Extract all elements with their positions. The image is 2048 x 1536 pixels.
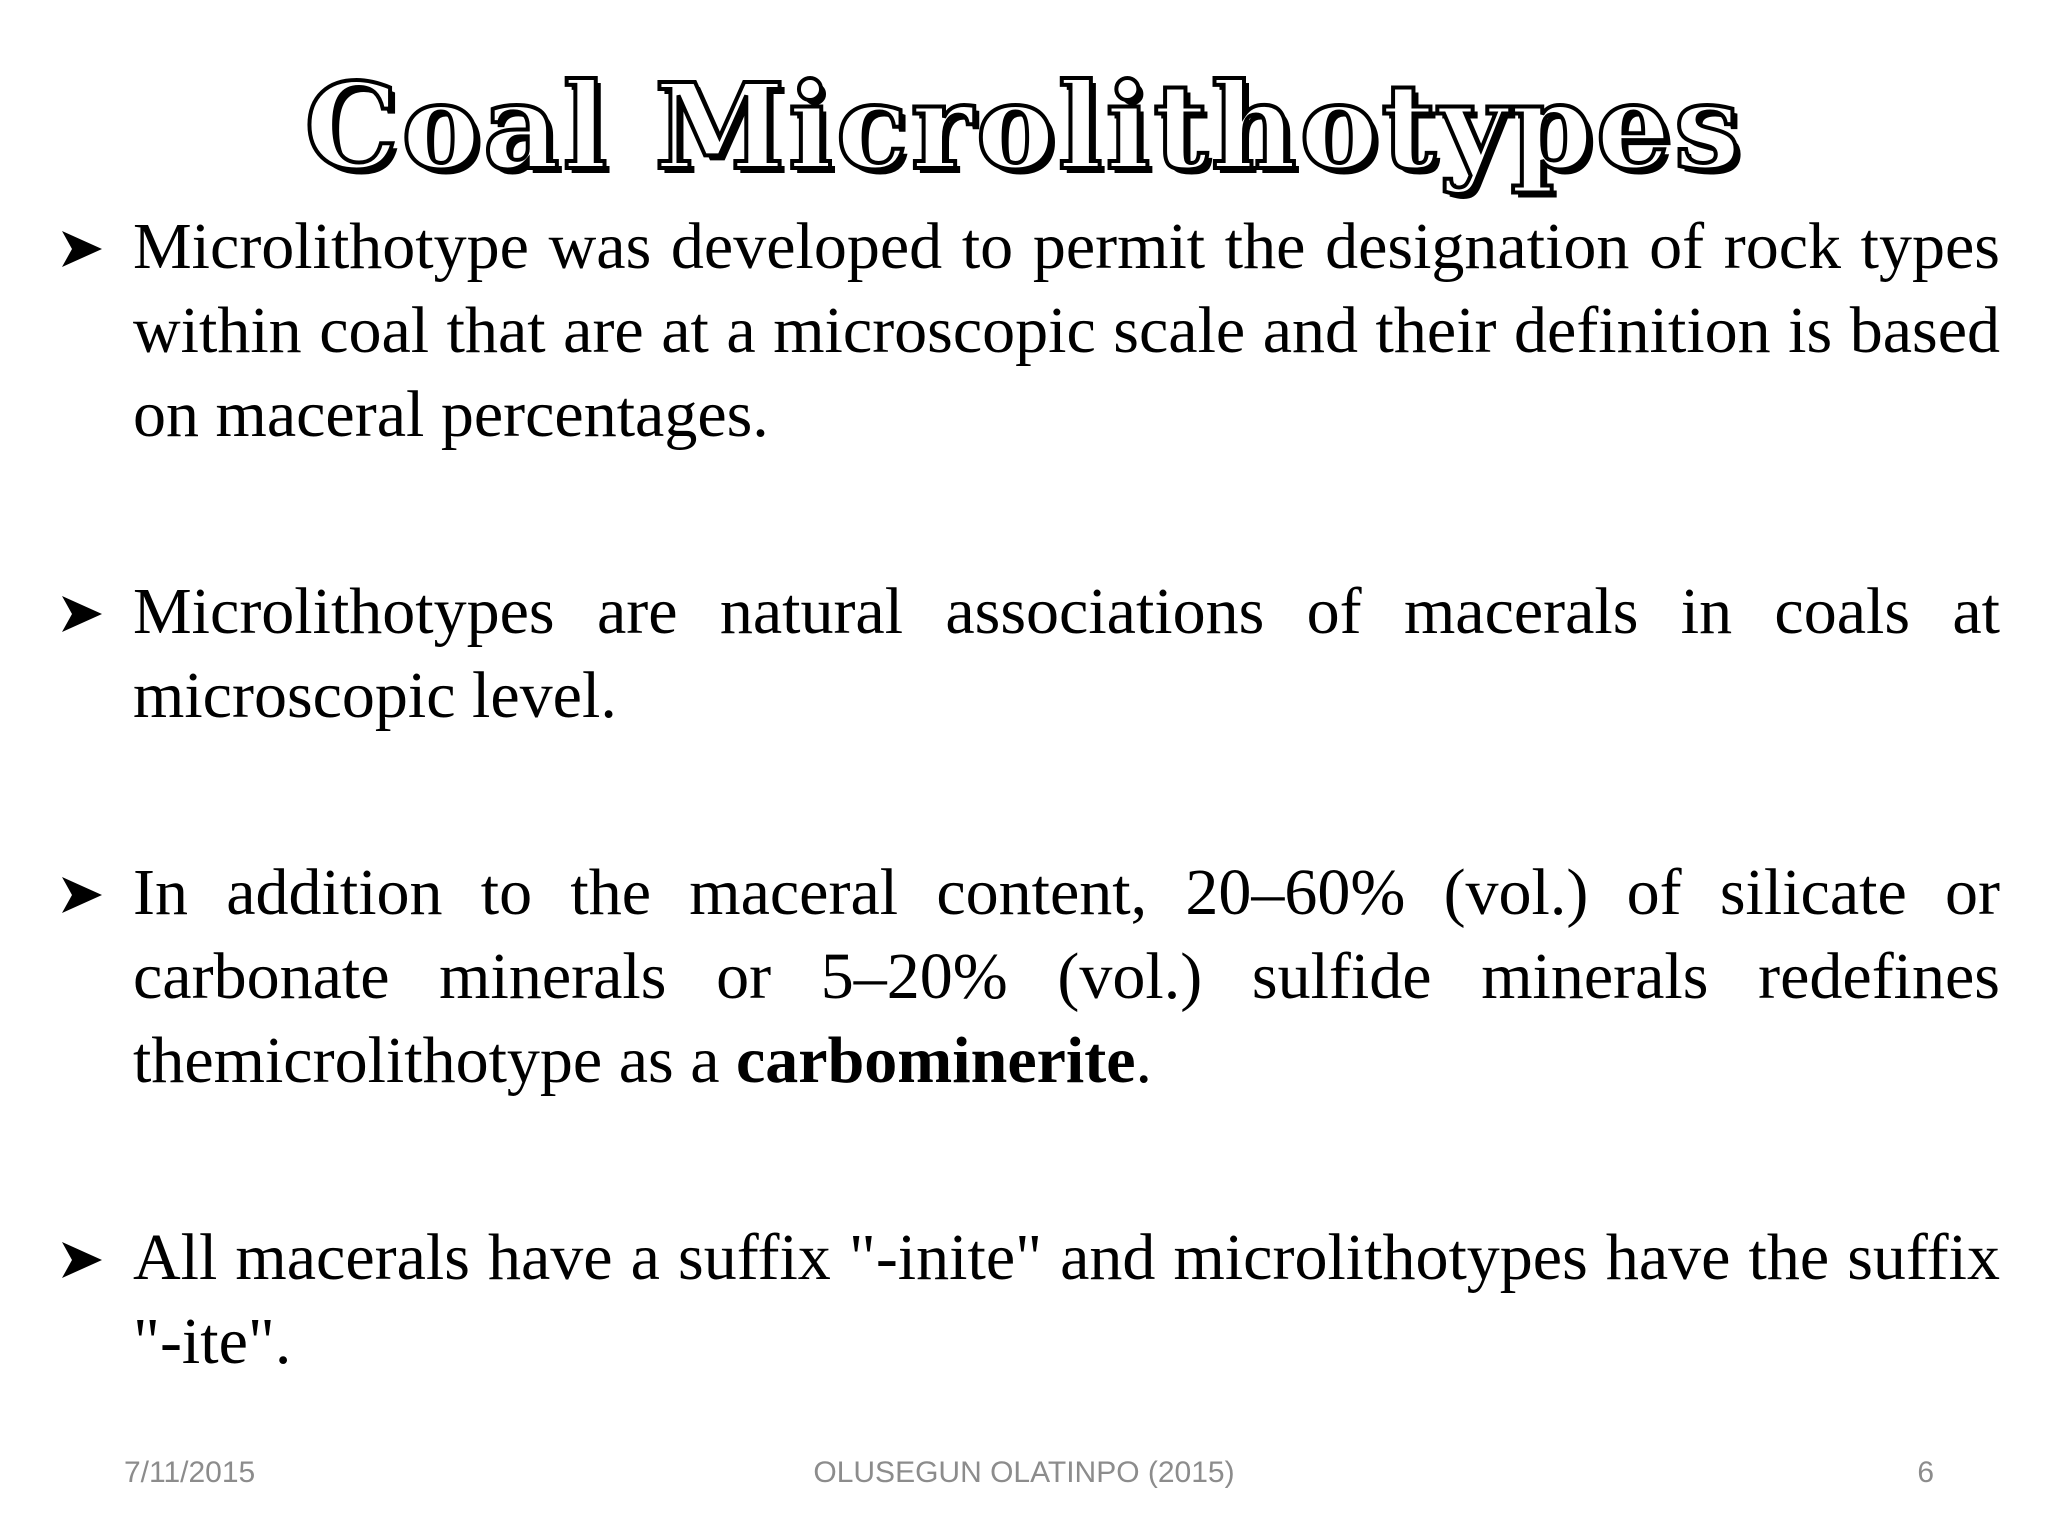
footer-date: 7/11/2015	[124, 1456, 256, 1489]
bullet-item	[60, 205, 2000, 457]
footer-page-number: 6	[1917, 1456, 1934, 1489]
arrowhead-bullet-icon	[60, 594, 104, 634]
bullet-item	[60, 570, 2000, 738]
bullet-list	[60, 205, 2000, 1384]
arrowhead-bullet-icon	[60, 229, 104, 269]
arrowhead-bullet-icon	[60, 875, 104, 915]
bullet-item	[60, 851, 2000, 1103]
arrowhead-bullet-icon	[60, 1240, 104, 1280]
bullet-text: Microlithotypes are natural associations of macerals in coals at microscopic level.	[133, 575, 2000, 732]
slide-title: Coal Microlithotypes	[304, 57, 1744, 196]
bullet-bold-term: carbominerite	[736, 1024, 1136, 1097]
bullet-text: In addition to the maceral content, 20–60% (vol.) of silicate or carbonate minerals or 5–20% (vol.) sulfide minerals redefines themicrolithotype as a	[133, 856, 2000, 1097]
bullet-text-end: .	[1135, 1024, 1153, 1097]
bullet-text: Microlithotype was developed to permit the designation of rock types within coal that are at a microscopic scale and their definition is based on maceral percentages.	[133, 210, 2000, 451]
bullet-item	[60, 1216, 2000, 1384]
bullet-text: All macerals have a suffix "-inite" and microlithotypes have the suffix "-ite".	[133, 1221, 2000, 1378]
footer-author: OLUSEGUN OLATINPO (2015)	[813, 1456, 1235, 1489]
